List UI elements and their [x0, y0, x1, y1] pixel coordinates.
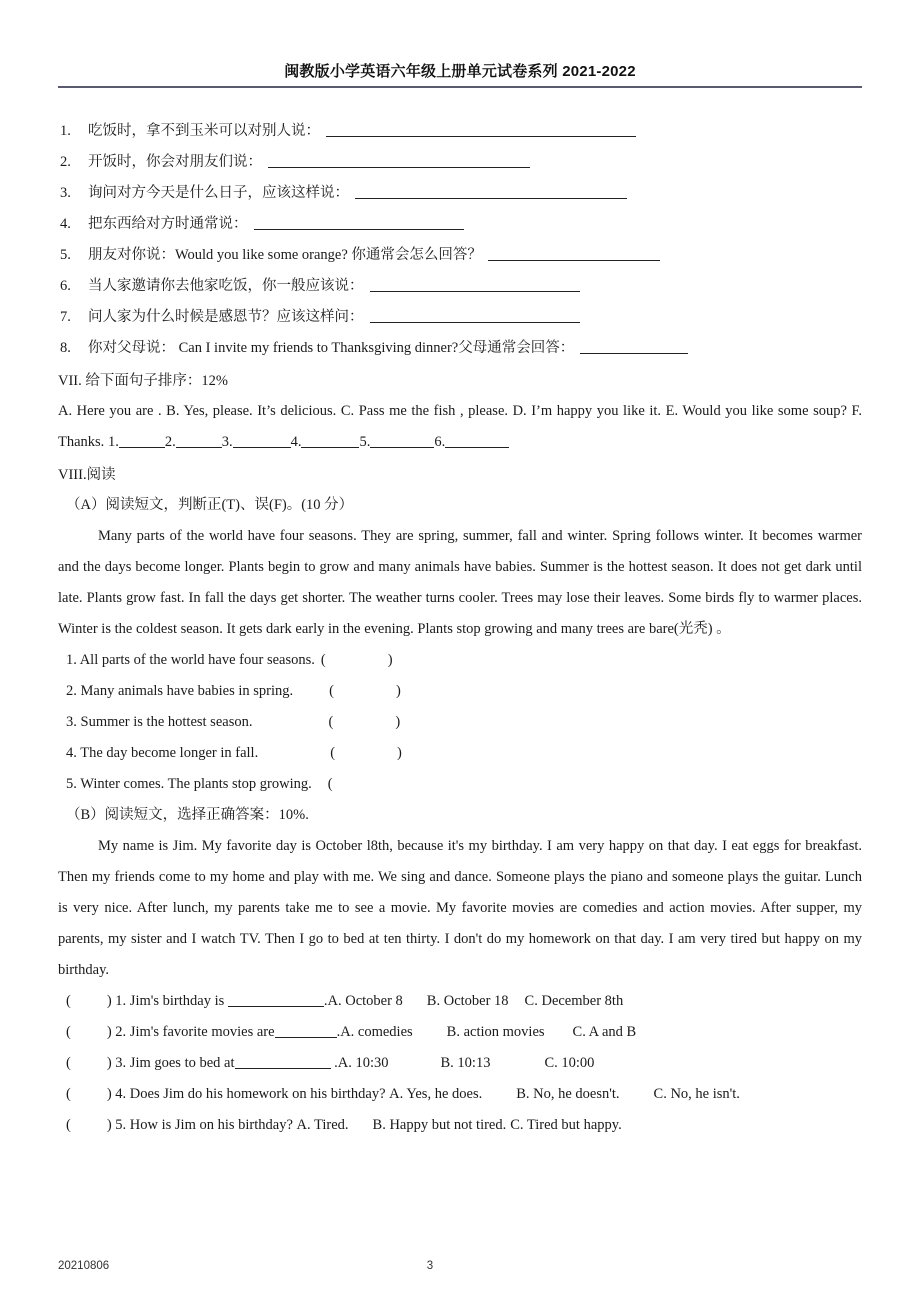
question-text: 把东西给对方时通常说：: [88, 216, 248, 232]
question-text: 当人家邀请你去他家吃饭，你一般应该说：: [88, 278, 364, 294]
footer-doc-id: 20210806: [58, 1260, 110, 1272]
speaking-question-item: [58, 147, 862, 178]
question-stem: ) 5. How is Jim on his birthday?: [106, 1117, 293, 1133]
sequence-answer-blank[interactable]: [176, 435, 222, 448]
true-false-row: [58, 676, 862, 707]
answer-blank[interactable]: [326, 124, 636, 137]
part-a-heading: （A）阅读短文，判断正(T)、误(F)。(10 分）: [66, 497, 354, 513]
footer-page-number: 3: [426, 1260, 434, 1272]
question-number: 7.: [60, 309, 71, 325]
choice-option[interactable]: B. action movies: [446, 1024, 545, 1040]
speaking-question-item: [58, 333, 862, 364]
answer-blank[interactable]: [254, 217, 464, 230]
true-false-row: [58, 769, 862, 800]
answer-blank[interactable]: [355, 186, 627, 199]
speaking-question-item: [58, 271, 862, 302]
sequence-answer-blank[interactable]: [119, 435, 165, 448]
question-text: 朋友对你说：Would you like some orange? 你通常会怎么回答？: [88, 247, 482, 263]
speaking-question-item: [58, 209, 862, 240]
choice-option[interactable]: B. Happy but not tired.: [372, 1117, 507, 1133]
true-false-row: [58, 738, 862, 769]
speaking-question-item: [58, 302, 862, 333]
page-header: [58, 0, 862, 88]
question-number: 1.: [60, 123, 71, 139]
question-number: 3.: [60, 185, 71, 201]
choice-option[interactable]: C. No, he isn't.: [653, 1086, 740, 1102]
true-false-row: [58, 645, 862, 676]
answer-paren-close: ): [395, 683, 401, 699]
sequence-slot-label: 3.: [221, 434, 233, 450]
multiple-choice-row: [58, 986, 862, 1017]
question-number: 5.: [60, 247, 71, 263]
part-b-passage: My name is Jim. My favorite day is October l8th, because it's my birthday. I am very happy on that day. I eat eggs for breakfast. Then my friends come to my home and play with me. We sing and dance. Someone plays the piano and someone plays the guitar. Lunch is very nice. After lunch, my parents take me to see a movie. My favorite movies are comedies and action movies. After supper, my parents, my sister and I watch TV. Then I go to bed at ten thirty. I don't do my homework on that day. I am very tired but happy on my birthday.: [58, 838, 862, 978]
question-stem: ) 2. Jim's favorite movies are: [106, 1024, 275, 1040]
sequence-slot-label: 6.: [434, 434, 446, 450]
sequence-slot-label: 4.: [290, 434, 302, 450]
section-8-heading: VIII.阅读: [58, 467, 116, 483]
page-body: [58, 88, 862, 1141]
answer-paren-open: (: [66, 1086, 71, 1102]
choice-option[interactable]: A. comedies: [340, 1024, 413, 1040]
speaking-question-item: [58, 116, 862, 147]
sequence-answer-blank[interactable]: [233, 435, 291, 448]
answer-paren-open: (: [66, 993, 71, 1009]
choice-option[interactable]: A. October 8: [327, 993, 403, 1009]
true-false-statement: 2. Many animals have babies in spring.: [66, 683, 294, 699]
answer-blank[interactable]: [488, 248, 660, 261]
sequence-answer-blank[interactable]: [301, 435, 359, 448]
answer-paren-open: (: [320, 652, 326, 668]
question-number: 6.: [60, 278, 71, 294]
sequence-slot-label: 2.: [164, 434, 176, 450]
multiple-choice-row: [58, 1017, 862, 1048]
true-false-statement: 3. Summer is the hottest season.: [66, 714, 253, 730]
true-false-statement: 5. Winter comes. The plants stop growing.: [66, 776, 312, 792]
true-false-statement: 1. All parts of the world have four seasons.: [66, 652, 315, 668]
stem-punctuation: .: [336, 1024, 341, 1040]
part-a-passage: Many parts of the world have four seasons. They are spring, summer, fall and winter. Spring follows winter. It becomes warmer and the days become longer. Plants begin to grow and many animals have babies. Summer is the hottest season. It does not get dark until late. Plants grow fast. In fall the days get shorter. The weather turns cooler. Trees may lose their leaves. Some birds fly to warmer places. Winter is the coldest season. It gets dark early in the evening. Plants stop growing and many trees are bare(光秃) 。: [58, 528, 862, 637]
choice-option[interactable]: A. Yes, he does.: [389, 1086, 483, 1102]
page-footer: [58, 1260, 862, 1280]
question-number: 8.: [60, 340, 71, 356]
answer-blank[interactable]: [268, 155, 530, 168]
answer-paren-close: ): [387, 652, 393, 668]
question-text: 你对父母说： Can I invite my friends to Thanksgiving dinner?父母通常会回答：: [88, 340, 575, 356]
true-false-statement: 4. The day become longer in fall.: [66, 745, 259, 761]
answer-paren-open: (: [328, 714, 334, 730]
answer-paren-close: ): [397, 745, 402, 761]
choice-option[interactable]: C. 10:00: [544, 1055, 595, 1071]
answer-blank[interactable]: [228, 994, 324, 1007]
part-b-heading: （B）阅读短文，选择正确答案：10%.: [66, 807, 309, 823]
choice-option[interactable]: C. Tired but happy.: [510, 1117, 622, 1133]
choice-option[interactable]: B. 10:13: [440, 1055, 491, 1071]
question-stem: ) 3. Jim goes to bed at: [106, 1055, 235, 1071]
sequence-slot-label: 1.: [107, 434, 119, 450]
question-stem: ) 1. Jim's birthday is: [106, 993, 228, 1009]
sequence-slot-label: 5.: [359, 434, 371, 450]
answer-blank[interactable]: [370, 279, 580, 292]
answer-blank[interactable]: [235, 1056, 331, 1069]
sequence-options-text: A. Here you are . B. Yes, please. It’s delicious. C. Pass me the fish , please. D. I’m happy you like it. E. Would you like some soup? F. Thanks.: [58, 403, 862, 450]
section-7-options: [58, 396, 862, 458]
question-text: 开饭时，你会对朋友们说：: [88, 154, 262, 170]
question-stem: ) 4. Does Jim do his homework on his birthday?: [106, 1086, 386, 1102]
header-title: 闽教版小学英语六年级上册单元试卷系列 2021-2022: [284, 63, 636, 80]
question-text: 问人家为什么时候是感恩节？应该这样问：: [88, 309, 364, 325]
answer-paren-open: (: [66, 1117, 71, 1133]
question-number: 2.: [60, 154, 71, 170]
stem-punctuation: .: [330, 1055, 338, 1071]
answer-blank[interactable]: [580, 341, 688, 354]
answer-paren-open: (: [66, 1024, 71, 1040]
question-text: 询问对方今天是什么日子，应该这样说：: [88, 185, 349, 201]
sequence-answer-blank[interactable]: [370, 435, 434, 448]
answer-paren-open: (: [327, 776, 333, 792]
question-number: 4.: [60, 216, 71, 232]
choice-option[interactable]: B. No, he doesn't.: [516, 1086, 620, 1102]
choice-option[interactable]: A. 10:30: [337, 1055, 389, 1071]
section-7-heading: VII. 给下面句子排序：12%: [58, 373, 228, 389]
answer-paren-open: (: [66, 1055, 71, 1071]
speaking-question-item: [58, 240, 862, 271]
choice-option[interactable]: C. A and B: [572, 1024, 637, 1040]
speaking-question-item: [58, 178, 862, 209]
multiple-choice-row: [58, 1079, 862, 1110]
multiple-choice-row: [58, 1110, 862, 1141]
answer-blank[interactable]: [275, 1025, 337, 1038]
answer-paren-close: ): [395, 714, 401, 730]
choice-option[interactable]: A. Tired.: [296, 1117, 349, 1133]
true-false-question-list: [58, 645, 862, 800]
choice-option[interactable]: B. October 18: [426, 993, 509, 1009]
choice-option[interactable]: C. December 8th: [524, 993, 624, 1009]
speaking-question-list: [58, 116, 862, 364]
multiple-choice-question-list: [58, 986, 862, 1141]
answer-blank[interactable]: [370, 310, 580, 323]
sequence-answer-blank[interactable]: [445, 435, 509, 448]
answer-paren-open: (: [329, 683, 334, 699]
stem-punctuation: .: [323, 993, 328, 1009]
answer-paren-open: (: [330, 745, 336, 761]
true-false-row: [58, 707, 862, 738]
question-text: 吃饭时，拿不到玉米可以对别人说：: [88, 123, 320, 139]
multiple-choice-row: [58, 1048, 862, 1079]
